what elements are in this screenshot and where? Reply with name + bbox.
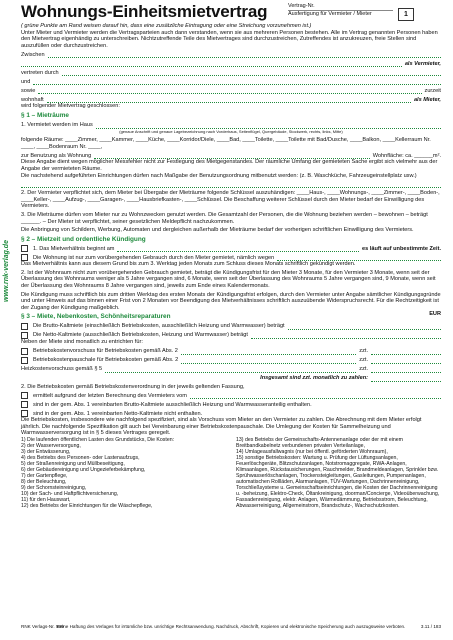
opt3-row [21, 408, 441, 417]
opt2-row [21, 399, 441, 408]
advance-field[interactable] [181, 348, 356, 355]
s2-unlimited: es läuft auf unbestimmte Zeit. [362, 245, 441, 252]
use-row [21, 150, 441, 159]
cost-item: 9) der Schornsteinreinigung, [21, 485, 87, 491]
between-label: Zwischen [21, 51, 45, 58]
flat-rate-checkbox[interactable] [21, 357, 28, 364]
landlord-field-2[interactable] [21, 60, 402, 67]
heating-amount[interactable] [371, 372, 441, 373]
cost-list-left [21, 437, 226, 509]
s3-flat: Betriebskostenpauschale für Betriebskosten gemäß Abs. 2 [33, 357, 179, 364]
flat-rate-amount[interactable] [371, 363, 441, 364]
s3-p2: 2. Die Betriebskosten gemäß Betriebskostenverordnung in der jeweils geltenden Fassung, [21, 383, 245, 390]
cost-item: 15) sonstige Betriebskosten: Wartung u. Prüfung der Lüftungsanlagen, Feuerlöschgeräte, Blitzschutzanlagen, Notstromaggregate, RWA-Anlagen, Klimaanlagen, Rückstausicherungen, Rauchmelder, Brandmeldeanlagen, Sprinkler bzw. Sprühwasserlöschanlagen, Trockensteigleitungen, Gasleitungen, Pumpenanlagen, automatischen Rollläden, Alarmanlagen, TÜV-Wartungen, Dachrinnenreinigung, Torschließsysteme u. Gemeinschaftseinrichtungen, die Kosten der Dachrinnenreinigung u. -beheizung, Elektro-Check, Öltankreinigung, doorman/Concierge, Videoüberwachung, Fassadenreinigung, elektr. Anlagen, Wärmedämmung, Betriebsstrom, Beleuchtung, Abwasserreinigung, Allgemeinstrom, Brandschutz-, Wachschutzkosten. [236, 455, 440, 509]
contract-number-box [288, 3, 393, 17]
represented-label: vertreten durch [21, 69, 59, 76]
as-landlord-label: als Vermieter, [404, 60, 441, 67]
page-footer [21, 624, 441, 629]
gross-rent-row [21, 321, 441, 330]
cost-item: 6) der Gebäudereinigung und Ungezieferbekämpfung, [21, 467, 146, 473]
s2-temporary: Die Wohnung ist nur zum vorübergehenden Gebrauch durch den Mieter gemietet, nämlich wegen [33, 254, 275, 261]
s1-use: zur Benutzung als Wohnung [21, 152, 92, 159]
s2-p2: 2. Ist der Wohnraum nicht zum vorübergehenden Gebrauch gemietet, beträgt die Kündigungsfrist für den Mieter 3 Monate, für den Vermieter 3 Monate, wenn seit der Überlassung des Wohnraums weniger als 5 Jahre vergangen sind, 6 Monate, wenn seit der Überlassung des Wohnraums 5 Jahre vergangen sind, 9 Monate, wenn seit der Überlassung des Wohnraums 8 Jahre vergangen sind, jeweils zum Ende eines Kalendermonats. [21, 269, 436, 290]
advance-row [21, 346, 441, 355]
gross-rent-checkbox[interactable] [21, 323, 28, 330]
currently-label: zurzeit [424, 87, 441, 94]
common-field-row [21, 179, 441, 188]
s3-brutto: Die Brutto-Kaltmiete (einschließlich Betriebskosten, ausschließlich Heizung und Warmwasser) beträgt [33, 323, 285, 330]
s3-opt3: sind in der gem. Abs. 1 vereinbarten Netto-Kaltmiete nicht enthalten. [33, 410, 203, 417]
heating-field[interactable] [105, 366, 356, 373]
footer-publisher: RNK Verlags-Nr. 599 [21, 624, 64, 629]
temporary-row [21, 252, 441, 261]
heating-row [21, 364, 441, 373]
start-date-field[interactable] [117, 245, 359, 252]
house-address-field[interactable] [96, 122, 441, 129]
s3-advance: Betriebskostenvorschuss für Betriebskosten gemäß Abs. 2 [33, 348, 178, 355]
start-checkbox[interactable] [21, 245, 28, 252]
s3-neben: Neben der Miete sind monatlich zu entrichten für: [21, 339, 143, 346]
s3-zzt-2: zzt. [359, 357, 368, 364]
cost-item: 12) des Betriebs der Einrichtungen für die Wäschepflege, [21, 503, 153, 509]
cost-item: 8) der Beleuchtung, [21, 479, 67, 485]
cost-list-right [236, 437, 441, 509]
s1-common: Die nachstehend aufgeführten Einrichtungen dürfen nach Maßgabe der Benutzungsordnung mitbenutzt werden: (z. B. Waschküche, Fahrzeugeinstellplatz usw.) [21, 172, 417, 179]
contract-number-label: Vertrag-Nr. [288, 3, 393, 11]
house-row [21, 120, 441, 129]
s1-p1: 1. Vermietet werden im Haus [21, 121, 93, 128]
resident-row [21, 94, 441, 103]
page-number-badge: 1 [398, 8, 414, 21]
represented-row [21, 67, 441, 76]
section-2-title: § 2 – Mietzeit und ordentliche Kündigung [21, 235, 146, 243]
s3-text: Die Betriebskosten, insbesondere wie nachfolgend spezifiziert, sind als Vorschuss vom Mieter an den Vermieter zu zahlen. Die Abrechnung mit dem Mieter erfolgt jährlich. Die nachfolgende Spezifikation gilt auch bei Vereinbarung einer Betriebskostenpauschale. Die Umlegung der Kosten für Sammelheizung und Warmwasserversorgung ist in § 5 dieses Vertrages geregelt. [21, 417, 422, 437]
s3-zzt-3: zzt. [359, 366, 368, 373]
s3-zzt-1: zzt. [359, 348, 368, 355]
section-1-title: § 1 – Mieträume [21, 111, 69, 119]
advance-amount[interactable] [371, 354, 441, 355]
net-rent-field[interactable] [251, 332, 441, 339]
s1-p3: 3. Die Mieträume dürfen vom Mieter nur zu Wohnzwecken genutzt werden. Die Gesamtzahl der Personen, die die Wohnung beziehen werden – bewohnen – beträgt ______. – Der Mieter ist verpflichtet, seiner gesetzlichen Meldepflicht nachzukommen. [21, 211, 428, 225]
opt3-checkbox[interactable] [21, 410, 28, 417]
as-tenant-label: als Mieter, [413, 96, 441, 103]
temporary-checkbox[interactable] [21, 254, 28, 261]
s3-opt1: ermittelt aufgrund der letzten Berechnung des Vermieters vom [33, 392, 187, 399]
start-row [21, 243, 441, 252]
copy-label: Ausfertigung für Vermieter / Mieter [288, 11, 372, 17]
footer-disclaimer: Keine Haftung des Verlages für irrtümliche bzw. unrichtige Rechtsanwendung. Nachdruck, Abschrift, Kopieren und elektronische Speicherung auch auszugsweise verboten. [56, 624, 406, 629]
also-label: sowie [21, 87, 36, 94]
landlord-field[interactable] [48, 51, 441, 58]
opt1-row [21, 390, 441, 399]
opt1-field[interactable] [190, 392, 441, 399]
advance-checkbox[interactable] [21, 348, 28, 355]
s2-p2b: Die Kündigung muss schriftlich bis zum dritten Werktag des ersten Monats der Kündigungsfrist erfolgen, durch den Vermieter unter Angabe sämtlicher Kündigungsgründe und unter Hinweis auf das binnen einer Frist von 2 Monaten vor Beendigung des Mietverhältnisses schriftlich auszuübende Widerspruchsrecht. Für die Rechtzeitigkeit ist der Zugang der Kündigung maßgeblich. [21, 291, 441, 311]
s1-p2: 2. Der Vermieter verpflichtet sich, dem Mieter bei Übergabe der Mieträume folgende Schlüssel auszuhändigen: ____Haus-, ____Wohnungs-, ____Zimmer-, ____Boden-, ____Keller-, ____Aufzug-, ____Garagen-, ____Hausbriefkasten-, ____Schlüssel. Die Beschaffung weiterer Schlüssel durch den Mieter bedarf der Einwilligung des Vermieters. [21, 190, 440, 210]
contract-body [21, 23, 441, 509]
address-field[interactable] [47, 96, 411, 103]
section-3-header [21, 311, 441, 321]
party-landlord-row [21, 49, 441, 58]
and-label: und [21, 78, 31, 85]
total-amount[interactable] [371, 381, 441, 382]
s3-netto: Die Netto-Kaltmiete (ausschließlich Betriebskosten, Heizung und Warmwasser) beträgt [33, 332, 248, 339]
cost-item: 3) der Entwässerung, [21, 449, 71, 455]
opt2-checkbox[interactable] [21, 401, 28, 408]
cost-item: 14) Umlageausfallwagnis (nur bei öffentl. geförderten Wohnraum), [236, 449, 388, 455]
s3-total: Insgesamt sind zzt. monatlich zu zahlen: [260, 375, 368, 382]
net-rent-checkbox[interactable] [21, 332, 28, 339]
tenant-field-2[interactable] [38, 87, 421, 94]
and-row [21, 76, 441, 85]
cost-item: 11) für den Hauswart, [21, 497, 71, 503]
party-landlord-row-2 [21, 58, 441, 67]
page-title: Wohnungs-Einheitsmietvertrag [21, 2, 268, 21]
eur-label: EUR [429, 311, 441, 318]
s2-p1: 1. Das Mietverhältnis beginnt am [33, 245, 115, 252]
represented-field[interactable] [62, 69, 441, 76]
use-field[interactable] [94, 152, 370, 159]
contract-closing: wird folgender Mietvertrag geschlossen: [21, 103, 120, 110]
cost-item: 7) der Gartenpflege, [21, 473, 68, 479]
s1-p3b: Die Anbringung von Schildern, Werbung, Automaten und dergleichen außerhalb der Mieträume bedarf der vorherigen schriftlichen Einwilligung des Vermieters. [21, 227, 414, 234]
flat-rate-field[interactable] [181, 357, 356, 364]
s1-use-note: Diese Angabe dient wegen möglicher Messfehler nicht zur Festlegung des Mietgegenstandes. Der räumliche Umfang der gemieteten Sache ergibt sich vielmehr aus der Angabe der vermieteten Räume. [21, 159, 438, 172]
intro-text: Unter Mieter und Vermieter werden die Vertragsparteien auch dann verstanden, wenn sie aus mehreren Personen bestehen. Alle im Vertrag genannten Personen haben den Mietvertrag eigenhändig zu unterschreiben. Nichtzutreffende Teile des Mietvertrages sind durchzustreichen, Zutreffendes ist anzukreuzen, freie Stellen sind auszufüllen oder durchzustreichen. [21, 29, 438, 49]
intro-note: ( grüne Punkte am Rand weisen darauf hin, dass eine zusätzliche Eintragung oder eine Streichung vorzunehmen ist.) [21, 23, 312, 29]
gross-rent-field[interactable] [288, 323, 441, 330]
net-rent-row [21, 330, 441, 339]
s1-rooms: folgende Räume: ____Zimmer, ____Kammer, ____Küche, ____Korridor/Diele, ____Bad, ____Toilette, ____Toilette mit Bad/Dusche, ____Balkon, ____Kellerraum Nr. ____, ____Bodenraum Nr. ____, [21, 137, 431, 150]
section-3-title: § 3 – Miete, Nebenkosten, Schönheitsreparaturen [21, 313, 171, 321]
common-field[interactable] [21, 181, 441, 188]
cost-item: 2) der Wasserversorgung, [21, 443, 81, 449]
temporary-reason-field[interactable] [277, 254, 441, 261]
opt1-checkbox[interactable] [21, 392, 28, 399]
flat-rate-row [21, 355, 441, 364]
also-row [21, 85, 441, 94]
cost-item: 4) des Betriebs des Personen- oder Lastenaufzugs, [21, 455, 140, 461]
total-row [21, 373, 441, 382]
resident-label: wohnhaft [21, 96, 44, 103]
cost-item: 13) des Betriebs der Gemeinschafts-Antennenanlage oder der mit einem Breitbandkabelnetz verbundenen privaten Verteilanlage, [236, 437, 403, 449]
publisher-url: www.rnk-verlag.de [3, 240, 10, 302]
s3-heating: Heizkostenvorschuss gemäß § 5 [21, 366, 103, 373]
cost-item: 10) der Sach- und Haftpflichtversicherung, [21, 491, 119, 497]
s3-opt2: sind in der gem. Abs. 1 vereinbarten Brutto-Kaltmiete ausschließlich Heizung und Warmwasseranteilig enthalten. [33, 401, 312, 408]
s1-p1-note: (genaue Anschrift und genaue Lagebezeichnung nach Vorderhaus, Seitenflügel, Quergebäude, Stockwerk, rechts, links, Mitte) [119, 128, 343, 134]
cost-item: 5) der Straßenreinigung und Müllbeseitigung, [21, 461, 125, 467]
s2-note: Das Mietverhältnis kann aus diesem Grund bis zum 3. Werktag jeden Monats zum Schluss dieses Monats schriftlich gekündigt werden. [21, 261, 356, 268]
cost-item: 1) Die laufenden öffentlichen Lasten des Grundstücks, Die Kosten: [21, 437, 175, 443]
cost-list [21, 437, 441, 509]
s1-area: Wohnfläche: ca. ______m². [372, 152, 441, 159]
footer-version: 3.11 / 183 [420, 624, 441, 629]
tenant-field[interactable] [33, 78, 441, 85]
